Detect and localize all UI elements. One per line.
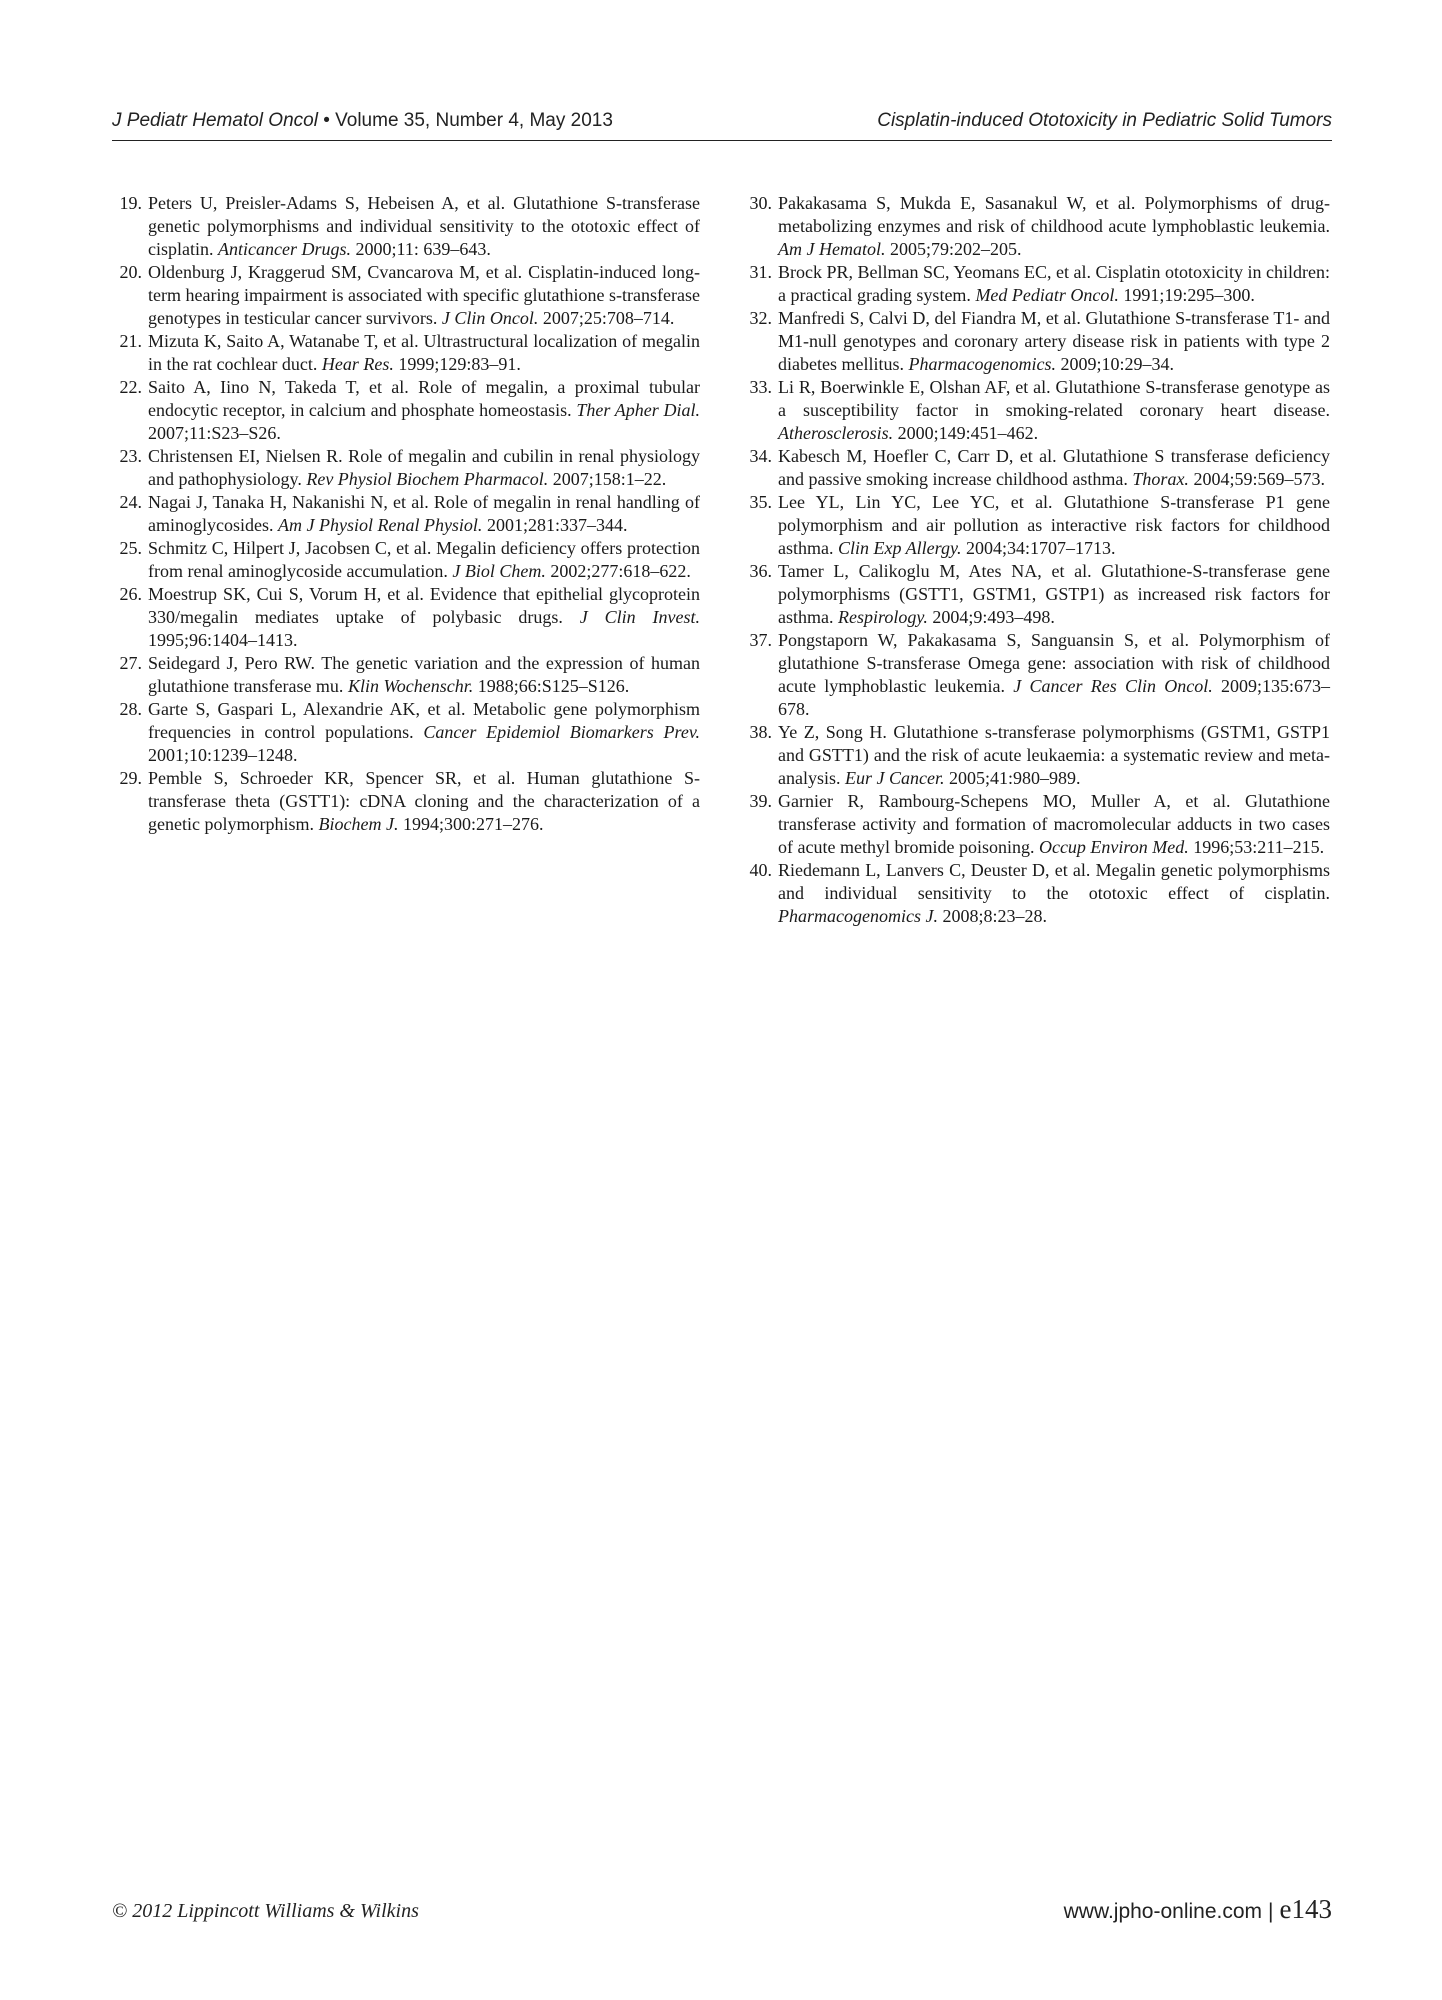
reference-citation-details: 2001;10:1239–1248. bbox=[148, 745, 298, 765]
reference-journal: Respirology. bbox=[838, 607, 928, 627]
reference-text: Manfredi S, Calvi D, del Fiandra M, et al. Glutathione S-transferase T1- and M1-null genotypes and coronary artery disease risk in patients with type 2 diabetes mellitus. bbox=[778, 308, 1330, 374]
reference-text: Kabesch M, Hoefler C, Carr D, et al. Glutathione S transferase deficiency and passive smoking increase childhood asthma. bbox=[778, 446, 1330, 489]
reference-number: 24. bbox=[119, 492, 142, 512]
running-header bbox=[112, 110, 1332, 141]
reference-text: Tamer L, Calikoglu M, Ates NA, et al. Glutathione-S-transferase gene polymorphisms (GSTT1, GSTM1, GSTP1) as increased risk factors for asthma. bbox=[778, 561, 1330, 627]
reference-item bbox=[112, 652, 700, 698]
reference-item bbox=[112, 583, 700, 652]
reference-item bbox=[742, 261, 1330, 307]
reference-citation-details: 1999;129:83–91. bbox=[393, 354, 521, 374]
reference-citation-details: 2004;34:1707–1713. bbox=[961, 538, 1116, 558]
reference-journal: Pharmacogenomics J. bbox=[778, 906, 938, 926]
reference-journal: Anticancer Drugs. bbox=[218, 239, 351, 259]
reference-journal: Am J Physiol Renal Physiol. bbox=[277, 515, 483, 535]
reference-journal: Am J Hematol. bbox=[778, 239, 886, 259]
reference-text: Ye Z, Song H. Glutathione s-transferase polymorphisms (GSTM1, GSTP1 and GSTT1) and the risk of acute leukaemia: a systematic review and meta-analysis. bbox=[778, 722, 1330, 788]
reference-item bbox=[742, 376, 1330, 445]
reference-journal: Eur J Cancer. bbox=[845, 768, 945, 788]
reference-item bbox=[742, 790, 1330, 859]
reference-number: 25. bbox=[119, 538, 142, 558]
reference-journal: Klin Wochenschr. bbox=[347, 676, 474, 696]
header-bullet: • bbox=[323, 110, 330, 131]
reference-journal: J Cancer Res Clin Oncol. bbox=[1013, 676, 1213, 696]
reference-text: Peters U, Preisler-Adams S, Hebeisen A, et al. Glutathione S-transferase genetic polymorphisms and individual sensitivity to the ototoxic effect of cisplatin. bbox=[148, 193, 700, 259]
reference-item bbox=[742, 445, 1330, 491]
reference-text: Saito A, Iino N, Takeda T, et al. Role of megalin, a proximal tubular endocytic receptor, in calcium and phosphate homeostasis. bbox=[148, 377, 700, 420]
reference-text: Oldenburg J, Kraggerud SM, Cvancarova M, et al. Cisplatin-induced long-term hearing impairment is associated with specific glutathione s-transferase genotypes in testicular cancer survivors. bbox=[148, 262, 700, 328]
reference-number: 33. bbox=[749, 377, 772, 397]
reference-text: Schmitz C, Hilpert J, Jacobsen C, et al. Megalin deficiency offers protection from renal aminoglycoside accumulation. bbox=[148, 538, 700, 581]
reference-item bbox=[742, 491, 1330, 560]
reference-citation-details: 2004;9:493–498. bbox=[927, 607, 1055, 627]
reference-item bbox=[742, 192, 1330, 261]
reference-number: 31. bbox=[749, 262, 772, 282]
reference-citation-details: 2008;8:23–28. bbox=[937, 906, 1047, 926]
reference-citation-details: 2000;11: 639–643. bbox=[350, 239, 491, 259]
reference-journal: J Biol Chem. bbox=[452, 561, 546, 581]
reference-number: 20. bbox=[119, 262, 142, 282]
page-number: e143 bbox=[1279, 1894, 1332, 1924]
reference-journal: Cancer Epidemiol Biomarkers Prev. bbox=[423, 722, 700, 742]
reference-number: 26. bbox=[119, 584, 142, 604]
reference-number: 36. bbox=[749, 561, 772, 581]
reference-number: 38. bbox=[749, 722, 772, 742]
page-footer bbox=[1064, 1894, 1332, 1925]
reference-number: 32. bbox=[749, 308, 772, 328]
reference-journal: J Clin Invest. bbox=[579, 607, 700, 627]
reference-text: Nagai J, Tanaka H, Nakanishi N, et al. Role of megalin in renal handling of aminoglycosides. bbox=[148, 492, 700, 535]
reference-citation-details: 1994;300:271–276. bbox=[398, 814, 544, 834]
reference-journal: Biochem J. bbox=[318, 814, 399, 834]
reference-citation-details: 1988;66:S125–S126. bbox=[473, 676, 630, 696]
reference-journal: Occup Environ Med. bbox=[1038, 837, 1189, 857]
reference-number: 22. bbox=[119, 377, 142, 397]
reference-text: Garnier R, Rambourg-Schepens MO, Muller A, et al. Glutathione transferase activity and formation of macromolecular adducts in two cases of acute methyl bromide poisoning. bbox=[778, 791, 1330, 857]
reference-item bbox=[742, 629, 1330, 721]
reference-number: 27. bbox=[119, 653, 142, 673]
reference-item bbox=[112, 330, 700, 376]
reference-journal: Med Pediatr Oncol. bbox=[975, 285, 1119, 305]
reference-citation-details: 2007;158:1–22. bbox=[548, 469, 667, 489]
reference-number: 29. bbox=[119, 768, 142, 788]
reference-text: Garte S, Gaspari L, Alexandrie AK, et al. Metabolic gene polymorphism frequencies in control populations. bbox=[148, 699, 700, 742]
reference-journal: Rev Physiol Biochem Pharmacol. bbox=[306, 469, 549, 489]
references-column-right bbox=[742, 192, 1330, 928]
reference-number: 19. bbox=[119, 193, 142, 213]
reference-citation-details: 2007;11:S23–S26. bbox=[148, 423, 281, 443]
reference-citation-details: 2009;135:673–678. bbox=[778, 676, 1330, 719]
reference-number: 23. bbox=[119, 446, 142, 466]
reference-citation-details: 1996;53:211–215. bbox=[1188, 837, 1325, 857]
reference-text: Lee YL, Lin YC, Lee YC, et al. Glutathione S-transferase P1 gene polymorphism and air pollution as interactive risk factors for childhood asthma. bbox=[778, 492, 1330, 558]
reference-number: 35. bbox=[749, 492, 772, 512]
reference-text: Pemble S, Schroeder KR, Spencer SR, et al. Human glutathione S-transferase theta (GSTT1): cDNA cloning and the characterization of a genetic polymorphism. bbox=[148, 768, 700, 834]
reference-item bbox=[742, 859, 1330, 928]
reference-number: 34. bbox=[749, 446, 772, 466]
reference-text: Li R, Boerwinkle E, Olshan AF, et al. Glutathione S-transferase genotype as a susceptibility factor in smoking-related coronary heart disease. bbox=[778, 377, 1330, 420]
reference-item bbox=[112, 698, 700, 767]
reference-journal: J Clin Oncol. bbox=[441, 308, 539, 328]
journal-citation bbox=[112, 110, 613, 132]
reference-citation-details: 2002;277:618–622. bbox=[545, 561, 691, 581]
reference-text: Riedemann L, Lanvers C, Deuster D, et al. Megalin genetic polymorphisms and individual sensitivity to the ototoxic effect of cisplatin. bbox=[778, 860, 1330, 903]
reference-citation-details: 1995;96:1404–1413. bbox=[148, 630, 298, 650]
reference-number: 21. bbox=[119, 331, 142, 351]
reference-number: 30. bbox=[749, 193, 772, 213]
reference-text: Seidegard J, Pero RW. The genetic variation and the expression of human glutathione transferase mu. bbox=[148, 653, 700, 696]
reference-citation-details: 2009;10:29–34. bbox=[1055, 354, 1174, 374]
reference-item bbox=[112, 491, 700, 537]
reference-item bbox=[112, 192, 700, 261]
reference-item bbox=[742, 307, 1330, 376]
footer-separator: | bbox=[1268, 1900, 1274, 1923]
reference-journal: Atherosclerosis. bbox=[778, 423, 894, 443]
reference-number: 39. bbox=[749, 791, 772, 811]
reference-text: Christensen EI, Nielsen R. Role of megalin and cubilin in renal physiology and pathophysiology. bbox=[148, 446, 700, 489]
reference-item bbox=[112, 261, 700, 330]
reference-journal: Ther Apher Dial. bbox=[576, 400, 700, 420]
reference-citation-details: 2005;41:980–989. bbox=[944, 768, 1081, 788]
reference-citation-details: 2005;79:202–205. bbox=[885, 239, 1022, 259]
reference-item bbox=[112, 376, 700, 445]
reference-journal: Thorax. bbox=[1132, 469, 1189, 489]
reference-item bbox=[112, 767, 700, 836]
copyright-notice: © 2012 Lippincott Williams & Wilkins bbox=[112, 1900, 419, 1922]
reference-text: Mizuta K, Saito A, Watanabe T, et al. Ultrastructural localization of megalin in the rat cochlear duct. bbox=[148, 331, 700, 374]
reference-item bbox=[112, 445, 700, 491]
reference-number: 40. bbox=[749, 860, 772, 880]
reference-item bbox=[742, 721, 1330, 790]
reference-number: 28. bbox=[119, 699, 142, 719]
reference-number: 37. bbox=[749, 630, 772, 650]
reference-text: Pongstaporn W, Pakakasama S, Sanguansin S, et al. Polymorphism of glutathione S-transferase Omega gene: association with risk of childhood acute lymphoblastic leukemia. bbox=[778, 630, 1330, 696]
reference-journal: Hear Res. bbox=[321, 354, 394, 374]
reference-journal: Pharmacogenomics. bbox=[908, 354, 1056, 374]
reference-text: Moestrup SK, Cui S, Vorum H, et al. Evidence that epithelial glycoprotein 330/megalin mediates uptake of polybasic drugs. bbox=[148, 584, 700, 627]
reference-citation-details: 2000;149:451–462. bbox=[893, 423, 1039, 443]
reference-citation-details: 1991;19:295–300. bbox=[1118, 285, 1255, 305]
running-title: Cisplatin-induced Ototoxicity in Pediatric Solid Tumors bbox=[877, 110, 1332, 131]
reference-citation-details: 2001;281:337–344. bbox=[482, 515, 628, 535]
reference-journal: Clin Exp Allergy. bbox=[838, 538, 962, 558]
reference-text: Pakakasama S, Mukda E, Sasanakul W, et al. Polymorphisms of drug-metabolizing enzymes and risk of childhood acute lymphoblastic leukemia. bbox=[778, 193, 1330, 236]
journal-website-link[interactable]: www.jpho-online.com bbox=[1063, 1900, 1263, 1923]
reference-item bbox=[742, 560, 1330, 629]
reference-text: Brock PR, Bellman SC, Yeomans EC, et al. Cisplatin ototoxicity in children: a practical grading system. bbox=[778, 262, 1330, 305]
journal-name: J Pediatr Hematol Oncol bbox=[112, 110, 318, 131]
volume-info: Volume 35, Number 4, May 2013 bbox=[335, 110, 613, 131]
reference-citation-details: 2004;59:569–573. bbox=[1188, 469, 1325, 489]
reference-item bbox=[112, 537, 700, 583]
reference-citation-details: 2007;25:708–714. bbox=[538, 308, 675, 328]
references-column-left bbox=[112, 192, 700, 836]
